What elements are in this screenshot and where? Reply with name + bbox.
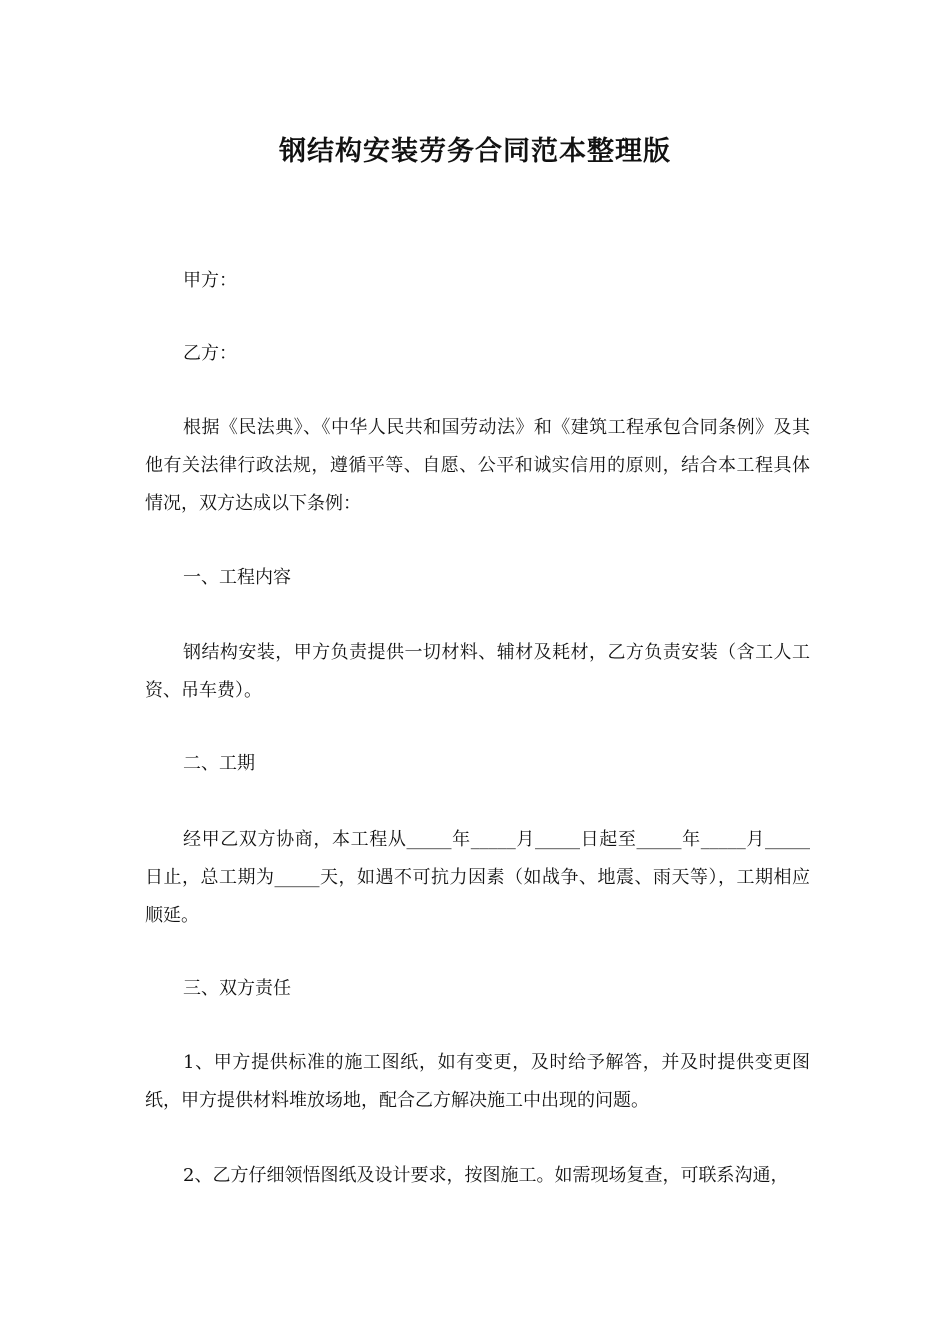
section-2-body: 经甲乙双方协商，本工程从_____年_____月_____日起至_____年_____月_____日止，总工期为_____天，如遇不可抗力因素（如战争、地震、雨天等），工期相应顺延。 [145, 829, 810, 926]
section-1-heading: 一、工程内容 [183, 567, 291, 588]
section-3-item-1: 1、甲方提供标准的施工图纸，如有变更，及时给予解答，并及时提供变更图纸，甲方提供材料堆放场地，配合乙方解决施工中出现的问题。 [145, 1052, 810, 1111]
section-3-item-2: 2、乙方仔细领悟图纸及设计要求，按图施工。如需现场复查，可联系沟通， [183, 1165, 789, 1186]
preamble-paragraph: 根据《民法典》、《中华人民共和国劳动法》和《建筑工程承包合同条例》及其他有关法律行政法规，遵循平等、自愿、公平和诚实信用的原则，结合本工程具体情况，双方达成以下条例： [145, 417, 810, 514]
party-a-label: 甲方： [183, 270, 237, 291]
section-3-heading: 三、双方责任 [183, 978, 291, 999]
party-b-label: 乙方： [183, 343, 237, 364]
section-2-heading: 二、工期 [183, 753, 255, 774]
section-1-body: 钢结构安装，甲方负责提供一切材料、辅材及耗材，乙方负责安装（含工人工资、吊车费）。 [145, 642, 810, 701]
document-title: 钢结构安装劳务合同范本整理版 [279, 136, 671, 167]
